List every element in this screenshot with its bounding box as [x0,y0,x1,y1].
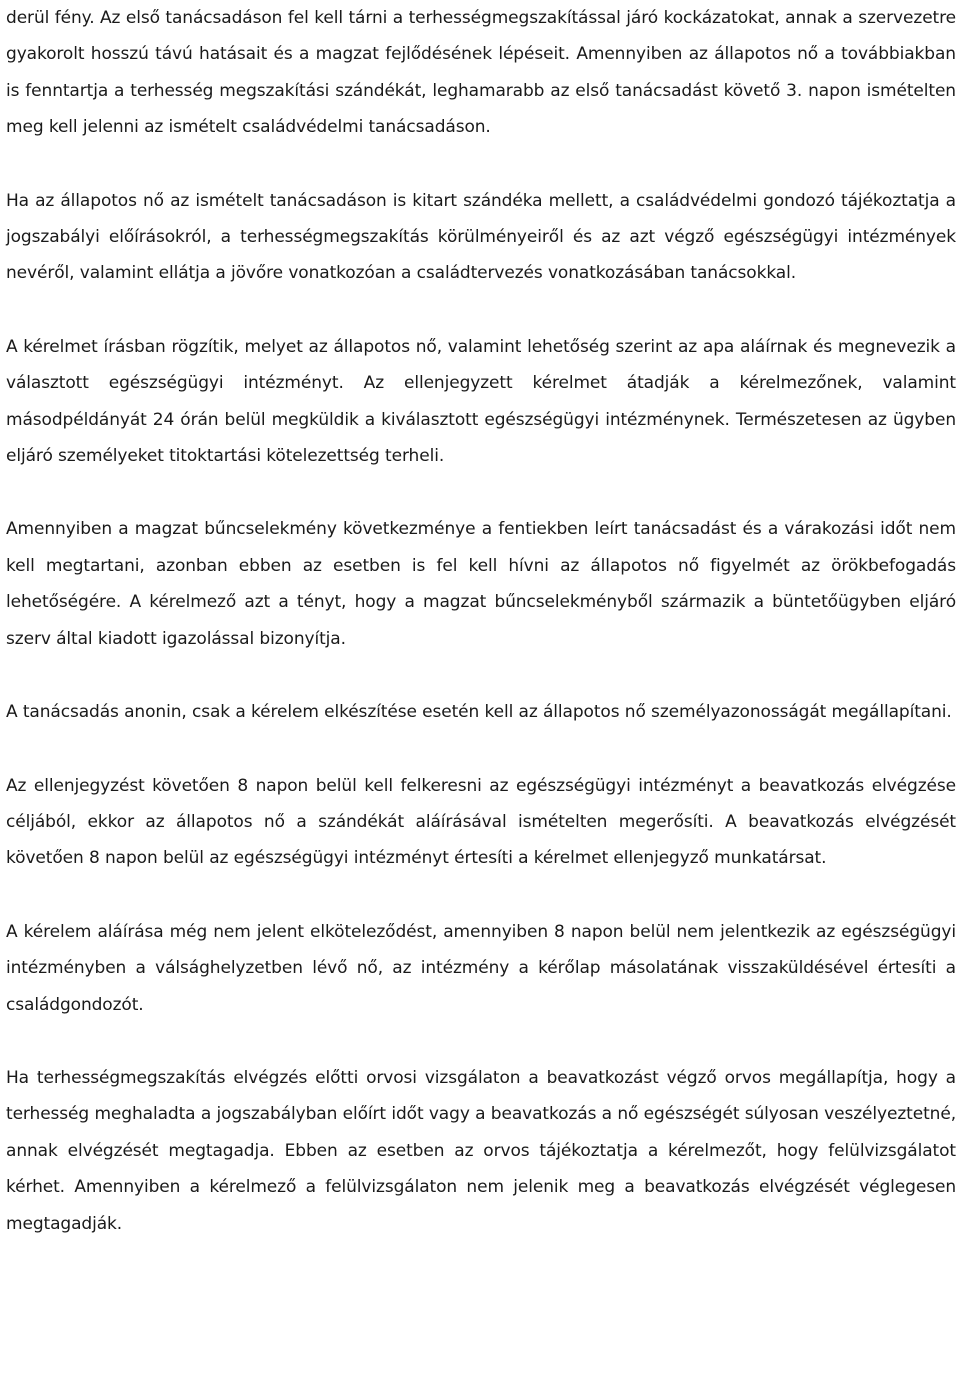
paragraph-1: derül fény. Az első tanácsadáson fel kell tárni a terhességmegszakítással járó kockázatokat, annak a szervezetre gyakorolt hosszú távú hatásait és a magzat fejlődésének lépéseit. Amennyiben az állapotos nő a továbbiakban is fenntartja a terhesség megszakítási szándékát, leghamarabb az első tanácsadást követő 3. napon ismételten meg kell jelenni az ismételt családvédelmi tanácsadáson. [6,8,956,138]
paragraph-6: Az ellenjegyzést követően 8 napon belül kell felkeresni az egészségügyi intézményt a beavatkozás elvégzése céljából, ekkor az állapotos nő a szándékát aláírásával ismételten megerősíti. A beavatkozás elvégzését követően 8 napon belül az egészségügyi intézményt értesíti a kérelmet ellenjegyző munkatársat. [6,775,956,869]
document-page [6,0,956,1242]
paragraph-5: A tanácsadás anonin, csak a kérelem elkészítése esetén kell az állapotos nő személyazonosságát megállapítani. [6,702,952,723]
paragraph-3: A kérelmet írásban rögzítik, melyet az állapotos nő, valamint lehetőség szerint az apa aláírnak és megnevezik a választott egészségügyi intézményt. Az ellenjegyzett kérelmet átadják a kérelmezőnek, valamint másodpéldányát 24 órán belül megküldik a kiválasztott egészségügyi intézménynek. Természetesen az ügyben eljáró személyeket titoktartási kötelezettség terheli. [6,336,956,467]
paragraph-8: Ha terhességmegszakítás elvégzés előtti orvosi vizsgálaton a beavatkozást végző orvos megállapítja, hogy a terhesség meghaladta a jogszabályban előírt időt vagy a beavatkozás a nő egészségét súlyosan veszélyeztetné, annak elvégzését megtagadja. Ebben az esetben az orvos tájékoztatja a kérelmezőt, hogy felülvizsgálatot kérhet. Amennyiben a kérelmező a felülvizsgálaton nem jelenik meg a beavatkozás elvégzését véglegesen megtagadják. [6,1067,956,1234]
paragraph-2: Ha az állapotos nő az ismételt tanácsadáson is kitart szándéka mellett, a családvédelmi gondozó tájékoztatja a jogszabályi előírásokról, a terhességmegszakítás körülményeiről és az azt végző egészségügyi intézmények nevéről, valamint ellátja a jövőre vonatkozóan a családtervezés vonatkozásában tanácsokkal. [6,190,956,284]
paragraph-4: Amennyiben a magzat bűncselekmény következménye a fentiekben leírt tanácsadást és a várakozási időt nem kell megtartani, azonban ebben az esetben is fel kell hívni az állapotos nő figyelmét az örökbefogadás lehetőségére. A kérelmező azt a tényt, hogy a magzat bűncselekményből származik a büntetőügyben eljáró szerv által kiadott igazolással bizonyítja. [6,519,956,649]
paragraph-7: A kérelem aláírása még nem jelent elköteleződést, amennyiben 8 napon belül nem jelentkezik az egészségügyi intézményben a válsághelyzetben lévő nő, az intézmény a kérőlap másolatának visszaküldésével értesíti a családgondozót. [6,921,956,1015]
